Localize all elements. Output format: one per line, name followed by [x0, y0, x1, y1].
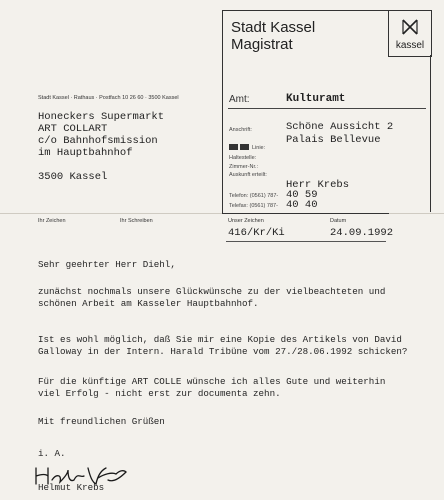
amt-divider [228, 108, 426, 109]
i-a-marker: i. A. [38, 448, 66, 459]
recipient-line-1: Honeckers Supermarkt [38, 111, 165, 123]
linie-label: Linie: [252, 145, 266, 151]
zimmer-label: Zimmer-Nr.: [229, 164, 259, 170]
amt-value: Kulturamt [286, 93, 346, 105]
recipient-city: 3500 Kassel [38, 171, 108, 183]
recipient-line-2: ART COLLART [38, 123, 108, 135]
unser-zeichen-label: Unser Zeichen [228, 218, 264, 224]
letterhead-office: Magistrat [231, 36, 293, 53]
ihr-schreiben-label: Ihr Schreiben [120, 218, 153, 224]
reference-underline [226, 241, 386, 242]
anschrift-line-1: Schöne Aussicht 2 [286, 121, 394, 133]
kassel-logo-icon [400, 17, 420, 37]
telefon-label: Telefon: (0561) 787- [229, 193, 279, 199]
sender-return-address: Stadt Kassel · Rathaus · Postfach 10 26 60 · 3500 Kassel [38, 95, 179, 101]
amt-label: Amt: [229, 94, 250, 105]
haltestelle-label: Haltestelle: [229, 155, 257, 161]
auskunft-label: Auskunft erteilt: [229, 172, 267, 178]
telefon-value: 40 59 [286, 189, 318, 201]
paragraph-1-line-1: zunächst nochmals unsere Glückwünsche zu der vielbeachteten und [38, 286, 386, 297]
paragraph-3-line-1: Für die künftige ART COLLE wünsche ich alles Gute und weiterhin [38, 376, 386, 387]
paragraph-2-line-2: Galloway in der Intern. Harald Tribüne vom 27./28.06.1992 schicken? [38, 346, 408, 357]
telefax-label: Telefax: (0561) 787- [229, 203, 278, 209]
salutation: Sehr geehrter Herr Diehl, [38, 259, 176, 270]
recipient-line-4: im Hauptbahnhof [38, 147, 133, 159]
unser-zeichen-value: 416/Kr/Ki [228, 227, 285, 239]
ihr-zeichen-label: Ihr Zeichen [38, 218, 66, 224]
anschrift-line-2: Palais Bellevue [286, 134, 381, 146]
auskunft-value: Herr Krebs [286, 179, 350, 191]
signer-name: Helmut Krebs [38, 482, 105, 493]
letterhead-city: Stadt Kassel [231, 19, 316, 36]
paragraph-2-line-1: Ist es wohl möglich, daß Sie mir eine Kopie des Artikels von David [38, 334, 402, 345]
letterhead-right-border [430, 55, 431, 212]
datum-label: Datum [330, 218, 347, 224]
city-logo [388, 10, 432, 57]
paragraph-1-line-2: schönen Arbeit am Kasseler Hauptbahnhof. [38, 298, 259, 309]
telefax-value: 40 40 [286, 199, 318, 211]
paragraph-3-line-2: viel Erfolg - nicht erst zur documenta zehn. [38, 388, 281, 399]
logo-wordmark: kassel [395, 40, 425, 51]
anschrift-label: Anschrift: [229, 127, 252, 133]
datum-value: 24.09.1992 [330, 227, 394, 239]
recipient-line-3: c/o Bahnhofsmission [38, 135, 158, 147]
transit-icon [229, 144, 251, 150]
closing: Mit freundlichen Grüßen [38, 416, 165, 427]
